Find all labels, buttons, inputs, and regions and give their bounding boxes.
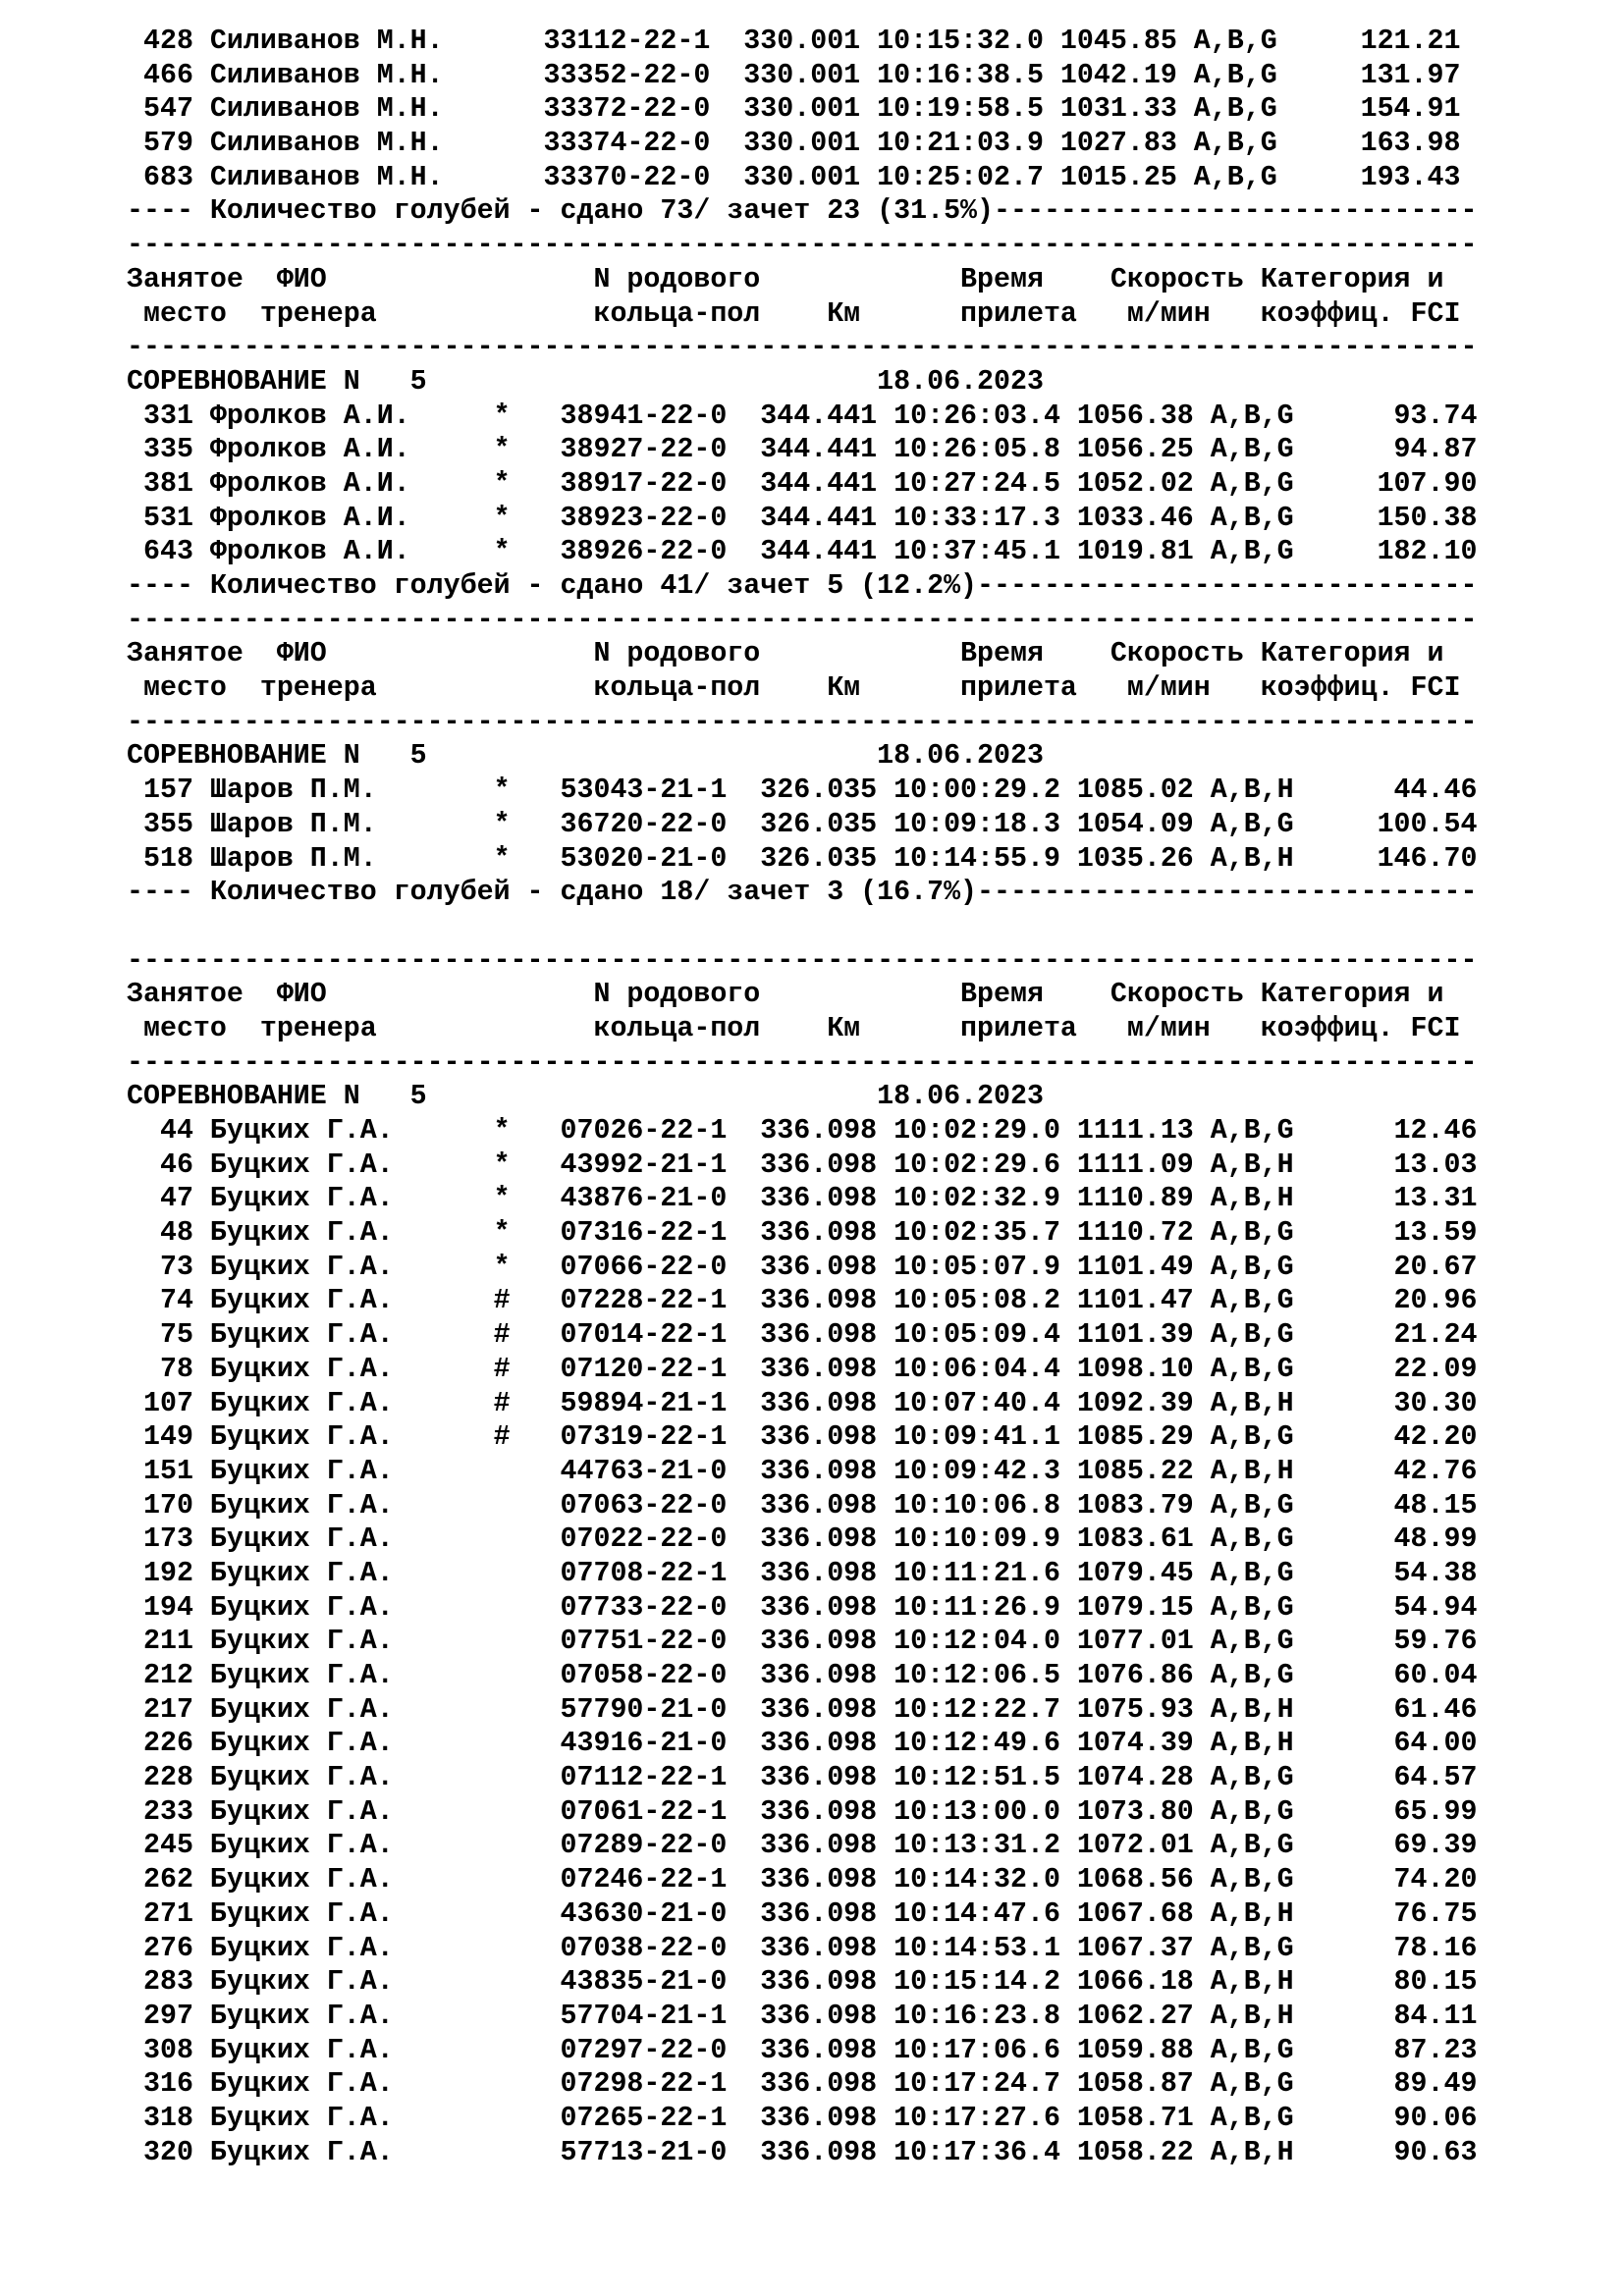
result-row: 48 Буцких Г.А. * 07316-22-1 336.098 10:02:35.7 1110.72 A,B,G 13.59	[127, 1217, 1478, 1250]
result-row: 428 Силиванов М.Н. 33112-22-1 330.001 10:15:32.0 1045.85 A,B,G 121.21	[127, 26, 1461, 57]
result-row: 212 Буцких Г.А. 07058-22-0 336.098 10:12:06.5 1076.86 A,B,G 60.04	[127, 1660, 1478, 1691]
result-row: 355 Шаров П.М. * 36720-22-0 326.035 10:09:18.3 1054.09 A,B,G 100.54	[127, 808, 1478, 840]
result-row: 276 Буцких Г.А. 07038-22-0 336.098 10:14:53.1 1067.37 A,B,G 78.16	[127, 1932, 1478, 1964]
result-row: 151 Буцких Г.А. 44763-21-0 336.098 10:09:42.3 1085.22 A,B,H 42.76	[127, 1455, 1478, 1487]
result-row: 73 Буцких Г.А. * 07066-22-0 336.098 10:05:07.9 1101.49 A,B,G 20.67	[127, 1251, 1478, 1283]
result-row: 74 Буцких Г.А. # 07228-22-1 336.098 10:05:08.2 1101.47 A,B,G 20.96	[127, 1285, 1478, 1317]
column-header-line-1: Занятое ФИО N родового Время Скорость Категория и	[127, 638, 1444, 670]
result-row: 78 Буцких Г.А. # 07120-22-1 336.098 10:06:04.4 1098.10 A,B,G 22.09	[127, 1353, 1478, 1385]
separator-line: ---------------------------------------------------------------------------------	[127, 604, 1478, 636]
result-row: 283 Буцких Г.А. 43835-21-0 336.098 10:15:14.2 1066.18 A,B,H 80.15	[127, 1966, 1478, 1999]
separator-line: ---------------------------------------------------------------------------------	[127, 332, 1478, 364]
result-row: 173 Буцких Г.А. 07022-22-0 336.098 10:10:09.9 1083.61 A,B,G 48.99	[127, 1523, 1478, 1556]
result-row: 297 Буцких Г.А. 57704-21-1 336.098 10:16:23.8 1062.27 A,B,H 84.11	[127, 2000, 1478, 2032]
column-header-line-1: Занятое ФИО N родового Время Скорость Категория и	[127, 263, 1444, 295]
result-row: 44 Буцких Г.А. * 07026-22-1 336.098 10:02:29.0 1111.13 A,B,G 12.46	[127, 1115, 1478, 1147]
result-row: 318 Буцких Г.А. 07265-22-1 336.098 10:17:27.6 1058.71 A,B,G 90.06	[127, 2102, 1478, 2134]
competition-header: СОРЕВНОВАНИЕ N 5 18.06.2023	[127, 365, 1044, 398]
result-row: 331 Фролков А.И. * 38941-22-0 344.441 10:26:03.4 1056.38 A,B,G 93.74	[127, 400, 1478, 432]
result-row: 335 Фролков А.И. * 38927-22-0 344.441 10:26:05.8 1056.25 A,B,G 94.87	[127, 434, 1478, 466]
result-row: 211 Буцких Г.А. 07751-22-0 336.098 10:12:04.0 1077.01 A,B,G 59.76	[127, 1626, 1478, 1658]
result-row: 217 Буцких Г.А. 57790-21-0 336.098 10:12:22.7 1075.93 A,B,H 61.46	[127, 1693, 1478, 1726]
result-row: 245 Буцких Г.А. 07289-22-0 336.098 10:13:31.2 1072.01 A,B,G 69.39	[127, 1830, 1478, 1862]
results-document	[127, 25, 1599, 2169]
column-header-line-2: место тренера кольца-пол Км прилета м/мин коэффиц. FCI	[127, 1012, 1461, 1044]
result-row: 518 Шаров П.М. * 53020-21-0 326.035 10:14:55.9 1035.26 A,B,H 146.70	[127, 842, 1478, 875]
separator-line: ---------------------------------------------------------------------------------	[127, 706, 1478, 738]
result-row: 75 Буцких Г.А. # 07014-22-1 336.098 10:05:09.4 1101.39 A,B,G 21.24	[127, 1319, 1478, 1352]
column-header-line-1: Занятое ФИО N родового Время Скорость Категория и	[127, 979, 1444, 1011]
result-row: 192 Буцких Г.А. 07708-22-1 336.098 10:11:21.6 1079.45 A,B,G 54.38	[127, 1557, 1478, 1589]
competition-header: СОРЕВНОВАНИЕ N 5 18.06.2023	[127, 1081, 1044, 1113]
section-summary: ---- Количество голубей - сдано 18/ зачет 3 (16.7%)------------------------------	[127, 877, 1478, 909]
result-row: 320 Буцких Г.А. 57713-21-0 336.098 10:17:36.4 1058.22 A,B,H 90.63	[127, 2136, 1478, 2168]
competition-header: СОРЕВНОВАНИЕ N 5 18.06.2023	[127, 740, 1044, 773]
result-row: 226 Буцких Г.А. 43916-21-0 336.098 10:12:49.6 1074.39 A,B,H 64.00	[127, 1728, 1478, 1760]
separator-line: ---------------------------------------------------------------------------------	[127, 944, 1478, 977]
result-row: 170 Буцких Г.А. 07063-22-0 336.098 10:10:06.8 1083.79 A,B,G 48.15	[127, 1489, 1478, 1522]
result-row: 228 Буцких Г.А. 07112-22-1 336.098 10:12:51.5 1074.28 A,B,G 64.57	[127, 1762, 1478, 1794]
result-row: 233 Буцких Г.А. 07061-22-1 336.098 10:13:00.0 1073.80 A,B,G 65.99	[127, 1795, 1478, 1828]
result-row: 194 Буцких Г.А. 07733-22-0 336.098 10:11:26.9 1079.15 A,B,G 54.94	[127, 1591, 1478, 1624]
result-row: 547 Силиванов М.Н. 33372-22-0 330.001 10:19:58.5 1031.33 A,B,G 154.91	[127, 93, 1461, 126]
result-row: 157 Шаров П.М. * 53043-21-1 326.035 10:00:29.2 1085.02 A,B,H 44.46	[127, 774, 1478, 807]
result-row: 149 Буцких Г.А. # 07319-22-1 336.098 10:09:41.1 1085.29 A,B,G 42.20	[127, 1421, 1478, 1454]
column-header-line-2: место тренера кольца-пол Км прилета м/мин коэффиц. FCI	[127, 297, 1461, 330]
result-row: 271 Буцких Г.А. 43630-21-0 336.098 10:14:47.6 1067.68 A,B,H 76.75	[127, 1897, 1478, 1930]
result-row: 316 Буцких Г.А. 07298-22-1 336.098 10:17:24.7 1058.87 A,B,G 89.49	[127, 2068, 1478, 2101]
section-summary: ---- Количество голубей - сдано 41/ зачет 5 (12.2%)------------------------------	[127, 570, 1478, 602]
result-row: 308 Буцких Г.А. 07297-22-0 336.098 10:17:06.6 1059.88 A,B,G 87.23	[127, 2034, 1478, 2066]
separator-line: ---------------------------------------------------------------------------------	[127, 1046, 1478, 1079]
result-row: 643 Фролков А.И. * 38926-22-0 344.441 10:37:45.1 1019.81 A,B,G 182.10	[127, 536, 1478, 568]
separator-line: ---------------------------------------------------------------------------------	[127, 230, 1478, 262]
column-header-line-2: место тренера кольца-пол Км прилета м/мин коэффиц. FCI	[127, 672, 1461, 705]
result-row: 107 Буцких Г.А. # 59894-21-1 336.098 10:07:40.4 1092.39 A,B,H 30.30	[127, 1387, 1478, 1419]
result-row: 466 Силиванов М.Н. 33352-22-0 330.001 10:16:38.5 1042.19 A,B,G 131.97	[127, 59, 1461, 91]
result-row: 683 Силиванов М.Н. 33370-22-0 330.001 10:25:02.7 1015.25 A,B,G 193.43	[127, 161, 1461, 193]
result-row: 531 Фролков А.И. * 38923-22-0 344.441 10:33:17.3 1033.46 A,B,G 150.38	[127, 502, 1478, 534]
result-row: 262 Буцких Г.А. 07246-22-1 336.098 10:14:32.0 1068.56 A,B,G 74.20	[127, 1864, 1478, 1896]
result-row: 381 Фролков А.И. * 38917-22-0 344.441 10:27:24.5 1052.02 A,B,G 107.90	[127, 467, 1478, 500]
result-row: 47 Буцких Г.А. * 43876-21-0 336.098 10:02:32.9 1110.89 A,B,H 13.31	[127, 1183, 1478, 1215]
blank-line	[127, 910, 1599, 944]
result-row: 46 Буцких Г.А. * 43992-21-1 336.098 10:02:29.6 1111.09 A,B,H 13.03	[127, 1148, 1478, 1181]
section-summary: ---- Количество голубей - сдано 73/ зачет 23 (31.5%)-----------------------------	[127, 195, 1478, 228]
result-row: 579 Силиванов М.Н. 33374-22-0 330.001 10:21:03.9 1027.83 A,B,G 163.98	[127, 128, 1461, 160]
